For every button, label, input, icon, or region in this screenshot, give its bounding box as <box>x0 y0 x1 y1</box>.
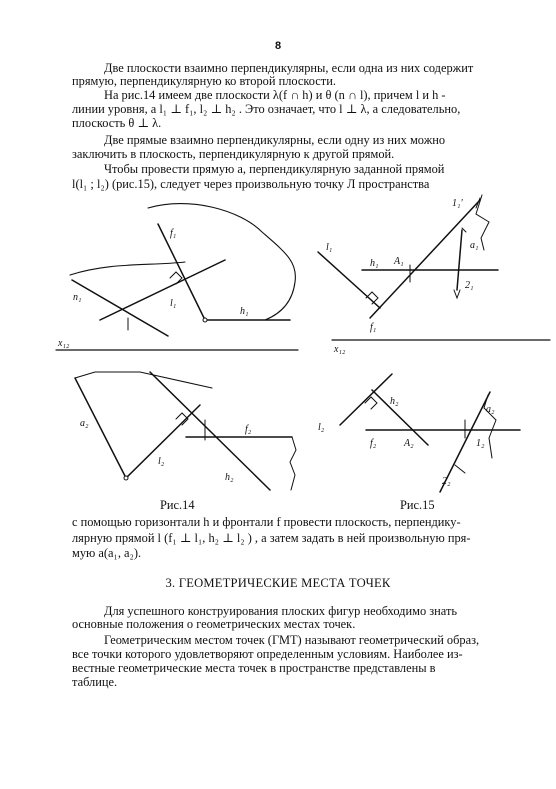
fig15-top-projection <box>318 195 550 340</box>
paragraph-line: плоскость θ ⊥ λ. <box>72 116 162 130</box>
label-l2: l₂ <box>318 422 325 433</box>
label-1-1: 1₁' <box>452 198 463 209</box>
paragraph-line: мую a(a₁, a₂). <box>72 546 142 560</box>
paragraph-line: с помощью горизонтали h и фронтали f провести плоскость, перпендику- <box>72 515 461 529</box>
label-A1: A₁ <box>394 256 404 267</box>
paragraph-line: таблице. <box>72 675 118 689</box>
label-a2: a₂ <box>80 418 89 429</box>
label-A2: A₂ <box>404 438 414 449</box>
label-f1: f₁ <box>370 322 377 333</box>
paragraph-line: Геометрическим местом точек (ГМТ) называют геометрический образ, <box>104 633 480 647</box>
fig14-front-projection <box>75 372 296 490</box>
label-f1: f₁ <box>170 228 177 239</box>
paragraph-line: Две плоскости взаимно перпендикулярны, если одна из них содержит <box>104 61 474 75</box>
fig15-front-projection <box>340 374 520 492</box>
paragraph-line: На рис.14 имеем две плоскости λ(f ∩ h) и θ (n ∩ l), причем l и h - <box>104 88 446 102</box>
paragraph-line: заключить в плоскость, перпендикулярную к другой прямой. <box>72 147 395 161</box>
paragraph-line: линии уровня, а l₁ ⊥ f₁, l₂ ⊥ h₂ . Это означает, что l ⊥ λ, а следовательно, <box>72 102 461 116</box>
paragraph-line: Две прямые взаимно перпендикулярны, если одну из них можно <box>104 133 446 147</box>
paragraph-line: все точки которого удовлетворяют определенным условиям. Наиболее из- <box>72 647 463 661</box>
label-x12: x₁₂ <box>58 338 70 349</box>
label-1-2: 1₂ <box>476 438 485 449</box>
label-x12: x₁₂ <box>334 344 346 355</box>
section-heading: 3. ГЕОМЕТРИЧЕСКИЕ МЕСТА ТОЧЕК <box>165 576 391 590</box>
paragraph-line: Чтобы провести прямую a, перпендикулярную заданной прямой <box>104 162 445 176</box>
fig14-top-projection <box>56 204 298 350</box>
page-number: 8 <box>274 40 282 52</box>
paragraph-line: l(l₁ ; l₂) (рис.15), следует через произвольную точку Л пространства <box>72 177 430 191</box>
label-l1: l₁ <box>326 242 333 253</box>
label-f2: f₂ <box>245 424 252 435</box>
label-n1: n₁ <box>73 292 82 303</box>
paragraph-line: основные положения о геометрических местах точек. <box>72 617 356 631</box>
label-h2: h₂ <box>225 472 234 483</box>
paragraph-line: прямую, перпендикулярную ко второй плоскости. <box>72 74 336 88</box>
label-h2: h₂ <box>390 396 399 407</box>
label-h1: h₁ <box>240 306 249 317</box>
label-2-1: 2₁ <box>465 280 474 291</box>
label-a2: a₂ <box>486 404 495 415</box>
paragraph-line: вестные геометрические места точек в пространстве представлены в <box>72 661 436 675</box>
label-l2: l₂ <box>158 456 165 467</box>
label-a1: a₁ <box>470 240 479 251</box>
label-f2: f₂ <box>370 438 377 449</box>
fig14-caption: Рис.14 <box>160 498 195 512</box>
label-2-2: 2₂ <box>442 476 451 487</box>
label-l1: l₁ <box>170 298 177 309</box>
fig15-caption: Рис.15 <box>400 498 435 512</box>
paragraph-line: Для успешного конструирования плоских фигур необходимо знать <box>104 604 458 618</box>
label-h1: h₁ <box>370 258 379 269</box>
paragraph-line: лярную прямой l (f₁ ⊥ l₁, h₂ ⊥ l₂ ) , а затем задать в ней произвольную пря- <box>72 531 471 545</box>
